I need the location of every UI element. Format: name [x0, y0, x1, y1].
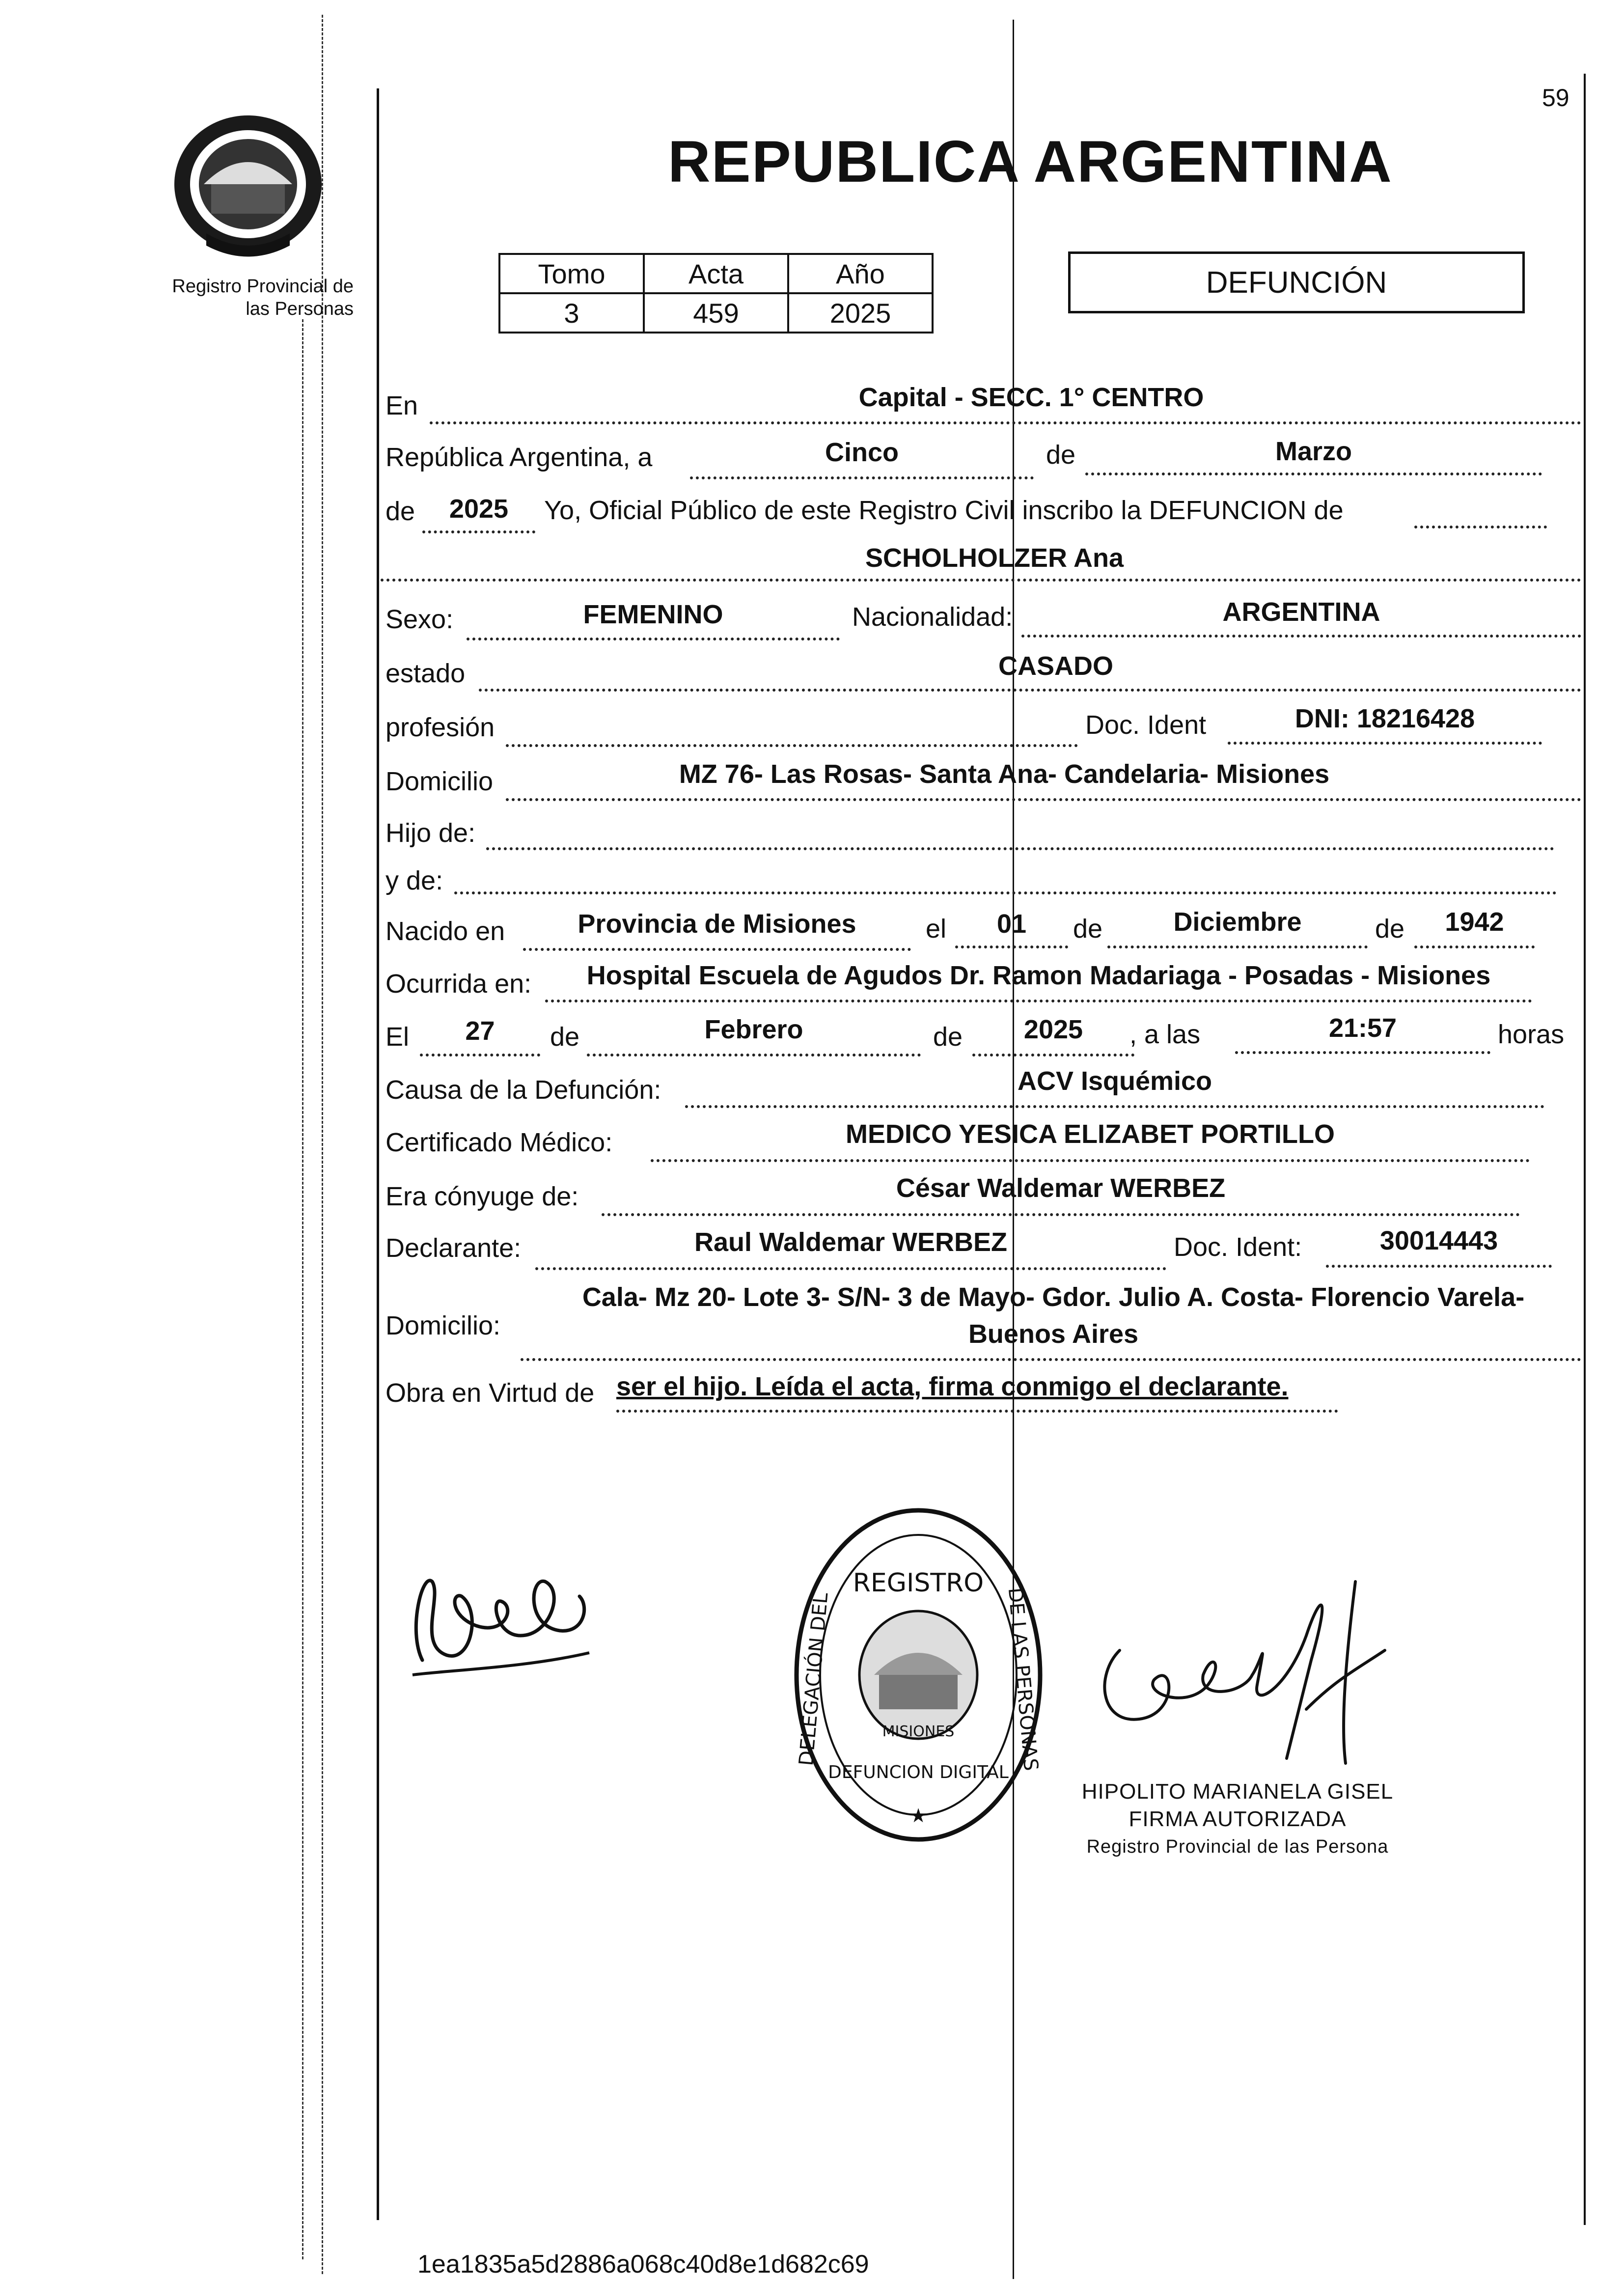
nacido-dotted-line [523, 948, 911, 951]
left-margin-line [377, 88, 379, 2220]
stamp-right-text: DE LAS PERSONAS [1003, 1586, 1043, 1772]
domicilio-value: MZ 76- Las Rosas- Santa Ana- Candelaria- Misiones [679, 759, 1330, 789]
def-dia-dotted-line [420, 1054, 540, 1057]
cert-dotted-line [651, 1159, 1530, 1162]
causa-dotted-line [685, 1105, 1544, 1108]
declarant-signature-icon [403, 1552, 599, 1680]
en-label: En [385, 391, 418, 420]
hijo-label: Hijo de: [385, 818, 476, 848]
registry-caption-line1: Registro Provincial de [172, 276, 354, 297]
doc-dotted-line [1228, 742, 1542, 745]
obra-label: Obra en Virtud de [385, 1378, 595, 1408]
ocurrida-dotted-line [545, 1000, 1532, 1002]
provincia-de-misiones-seal-icon [167, 111, 329, 258]
doc-value: DNI: 18216428 [1294, 704, 1475, 733]
yde-dotted-line [454, 891, 1557, 894]
page-number: 59 [1542, 84, 1569, 111]
def-dia-value: 27 [465, 1016, 495, 1046]
declarante-dotted-line [535, 1267, 1166, 1270]
nacido-label: Nacido en [385, 917, 505, 946]
center-fold-line [1013, 20, 1014, 2279]
obra-value: ser el hijo. Leída el acta, firma conmigo el declarante. [616, 1372, 1289, 1401]
right-margin-line [1584, 74, 1586, 2225]
estado-value: CASADO [998, 651, 1113, 681]
anio-dotted-line [422, 530, 535, 533]
nac-mes-dotted-line [1107, 945, 1368, 948]
record-type-box [1068, 251, 1525, 313]
stamp-bottom-text: DEFUNCION DIGITAL [828, 1762, 1009, 1782]
estado-label: estado [385, 659, 466, 688]
de-label-2: de [385, 497, 415, 526]
stamp-top-text: REGISTRO [853, 1568, 984, 1598]
conyuge-value: César Waldemar WERBEZ [896, 1173, 1226, 1203]
header-acta: Acta [644, 254, 788, 293]
hora-value: 21:57 [1328, 1013, 1397, 1043]
republica-label: República Argentina, a [385, 443, 653, 472]
de-label-6: de [933, 1022, 963, 1052]
dia-value: Cinco [825, 438, 899, 467]
conyuge-dotted-line [602, 1213, 1520, 1216]
stamp-left-text: DELEGACIÓN DEL [795, 1591, 833, 1767]
domicilio2-line2: Buenos Aires [968, 1319, 1139, 1349]
dia-dotted-line [690, 476, 1034, 479]
el-label: el [926, 914, 947, 944]
domicilio-label: Domicilio [385, 767, 494, 796]
header-tomo: Tomo [499, 254, 644, 293]
stamp-inner-text: MISIONES [882, 1723, 955, 1740]
authorized-signature-icon [1080, 1562, 1424, 1778]
de-label-5: de [550, 1022, 580, 1052]
domicilio2-line1: Cala- Mz 20- Lote 3- S/N- 3 de Mayo- Gdor. Julio A. Costa- Florencio Varela- [582, 1282, 1525, 1312]
signer-name: HIPOLITO MARIANELA GISEL [1081, 1780, 1394, 1804]
ocurrida-label: Ocurrida en: [385, 969, 532, 999]
yo-text: Yo, Oficial Público de este Registro Civil inscribo la DEFUNCION de [544, 496, 1344, 525]
left-punch-dashes-1 [322, 15, 323, 2274]
nac-dia-dotted-line [955, 945, 1068, 948]
signer-office: Registro Provincial de las Persona [1086, 1836, 1389, 1857]
nacionalidad-label: Nacionalidad: [852, 602, 1013, 632]
registry-caption-line2: las Personas [246, 299, 354, 319]
doc2-value: 30014443 [1379, 1226, 1498, 1255]
obra-dotted-line [616, 1410, 1338, 1413]
nac-anio-dotted-line [1414, 945, 1535, 948]
domicilio2-dotted-line [521, 1358, 1581, 1361]
de-label-4: de [1375, 914, 1405, 944]
horas-label: horas [1498, 1020, 1565, 1049]
declarante-label: Declarante: [385, 1233, 522, 1263]
estado-dotted-line [479, 689, 1581, 692]
yo-dotted-line [1414, 526, 1547, 528]
causa-value: ACV Isquémico [1017, 1066, 1212, 1096]
record-table-header-row [499, 254, 933, 293]
signer-role: FIRMA AUTORIZADA [1129, 1807, 1347, 1831]
document-hash: 1ea1835a5d2886a068c40d8e1d682c69 [417, 2250, 869, 2279]
conyuge-label: Era cónyuge de: [385, 1182, 579, 1211]
record-table-value-row [499, 293, 933, 333]
mes-value: Marzo [1275, 437, 1352, 466]
hijo-dotted-line [486, 847, 1554, 850]
sexo-label: Sexo: [385, 605, 454, 634]
registro-seal-stamp-icon [791, 1503, 1046, 1847]
ocurrida-value: Hospital Escuela de Agudos Dr. Ramon Madariaga - Posadas - Misiones [586, 961, 1491, 990]
nombre-value: SCHOLHOLZER Ana [865, 543, 1124, 573]
en-value: Capital - SECC. 1° CENTRO [858, 383, 1204, 412]
nacionalidad-value: ARGENTINA [1222, 597, 1380, 627]
svg-text:★: ★ [909, 1805, 927, 1827]
profesion-label: profesión [385, 713, 495, 742]
nacido-value: Provincia de Misiones [578, 909, 856, 939]
cert-value: MEDICO YESICA ELIZABET PORTILLO [845, 1119, 1335, 1149]
yde-label: y de: [385, 866, 443, 895]
header-anio: Año [788, 254, 933, 293]
en-dotted-line [430, 421, 1581, 424]
signer-block [1056, 1778, 1419, 1861]
def-anio-value: 2025 [1023, 1015, 1083, 1044]
value-anio: 2025 [788, 293, 933, 333]
profesion-dotted-line [506, 744, 1078, 747]
domicilio-dotted-line [506, 798, 1581, 801]
alas-label: , a las [1129, 1020, 1201, 1049]
nombre-dotted-line [381, 579, 1581, 582]
nac-dia-value: 01 [996, 909, 1027, 939]
value-acta: 459 [644, 293, 788, 333]
doc-label: Doc. Ident [1085, 710, 1207, 740]
de-label-1: de [1046, 440, 1076, 470]
record-type: DEFUNCIÓN [1206, 265, 1387, 300]
nacionalidad-dotted-line [1021, 635, 1581, 638]
doc2-dotted-line [1326, 1265, 1552, 1268]
document-title: REPUBLICA ARGENTINA [668, 129, 1393, 195]
declarante-value: Raul Waldemar WERBEZ [694, 1227, 1008, 1257]
nac-mes-value: Diciembre [1173, 907, 1302, 937]
de-label-3: de [1073, 914, 1103, 944]
domicilio2-label: Domicilio: [385, 1311, 501, 1340]
doc2-label: Doc. Ident: [1174, 1232, 1302, 1262]
record-table [498, 253, 934, 334]
nac-anio-value: 1942 [1445, 907, 1504, 937]
def-mes-value: Febrero [704, 1015, 803, 1044]
sexo-value: FEMENINO [583, 600, 723, 629]
def-anio-dotted-line [972, 1054, 1134, 1057]
hora-dotted-line [1235, 1051, 1490, 1054]
mes-dotted-line [1085, 473, 1542, 475]
left-punch-dashes-2 [302, 319, 303, 2259]
causa-label: Causa de la Defunción: [385, 1075, 661, 1105]
anio-value: 2025 [449, 494, 509, 524]
sexo-dotted-line [467, 638, 840, 640]
def-mes-dotted-line [587, 1054, 921, 1057]
cert-label: Certificado Médico: [385, 1128, 613, 1157]
El-label: El [385, 1022, 410, 1052]
registry-caption [157, 275, 354, 320]
value-tomo: 3 [499, 293, 644, 333]
